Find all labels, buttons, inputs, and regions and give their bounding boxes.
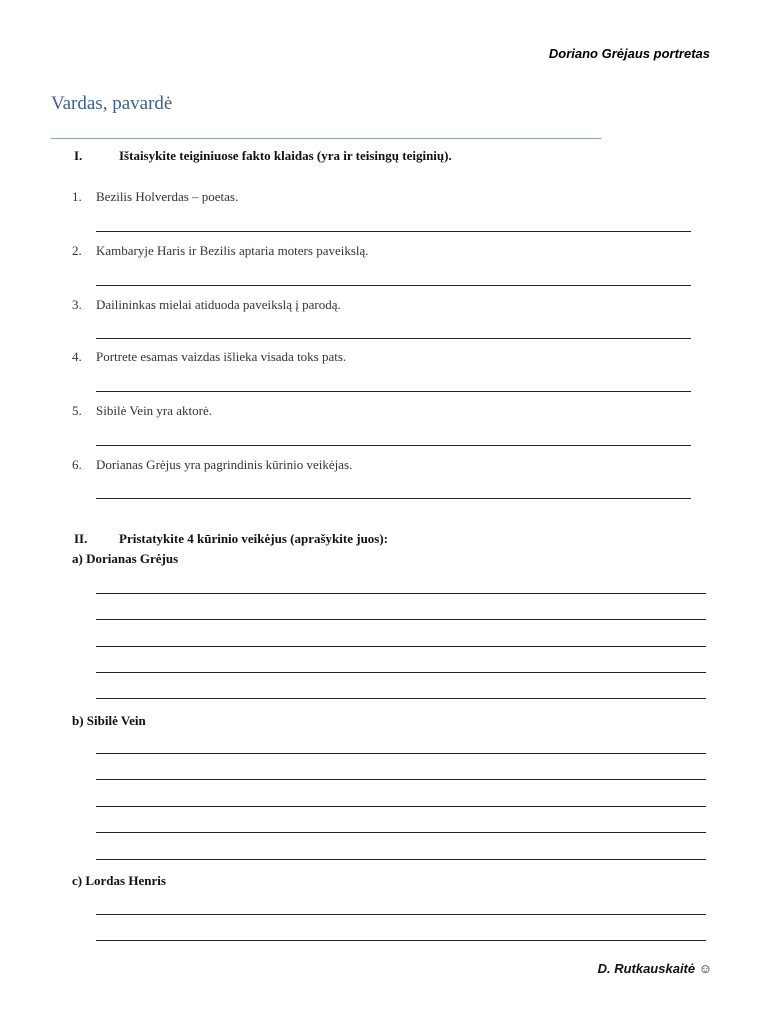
question-2-text: Kambaryje Haris ir Bezilis aptaria moters paveikslą. [96,243,369,258]
character-a-line-2[interactable] [96,619,706,620]
question-5-answer-line[interactable] [96,445,691,446]
question-1-text: Bezilis Holverdas – poetas. [96,189,239,204]
character-a-line-4[interactable] [96,672,706,673]
character-b-label: b) Sibilė Vein [72,713,146,728]
section-1-numeral: I. [74,148,83,163]
character-b-line-3[interactable] [96,806,706,807]
character-c-label: c) Lordas Henris [72,873,166,888]
character-a-line-3[interactable] [96,646,706,647]
question-3-number: 3. [72,297,82,312]
question-1-number: 1. [72,189,82,204]
character-b-line-1[interactable] [96,753,706,754]
character-c-line-1[interactable] [96,914,706,915]
section-2-numeral: II. [74,531,88,546]
name-input-line[interactable] [51,138,601,139]
question-2-answer-line[interactable] [96,285,691,286]
character-b-line-5[interactable] [96,859,706,860]
section-1-title: Ištaisykite teiginiuose fakto klaidas (yra ir teisingų teiginių). [119,148,452,163]
character-a-line-1[interactable] [96,593,706,594]
document-header-title: Doriano Grėjaus portretas [548,46,710,61]
character-b-line-4[interactable] [96,832,706,833]
question-3-answer-line[interactable] [96,338,691,339]
question-5-number: 5. [72,403,82,418]
section-2-title: Pristatykite 4 kūrinio veikėjus (aprašykite juos): [119,531,389,546]
question-4-text: Portrete esamas vaizdas išlieka visada toks pats. [96,349,347,364]
question-6-answer-line[interactable] [96,498,691,499]
question-5-text: Sibilė Vein yra aktorė. [96,403,213,418]
question-6-text: Dorianas Grėjus yra pagrindinis kūrinio veikėjas. [96,457,353,472]
character-a-line-5[interactable] [96,698,706,699]
question-6-number: 6. [72,457,82,472]
question-4-number: 4. [72,349,82,364]
question-3-text: Dailininkas mielai atiduoda paveikslą į parodą. [96,297,341,312]
character-b-line-2[interactable] [96,779,706,780]
question-2-number: 2. [72,243,82,258]
character-a-label: a) Dorianas Grėjus [72,551,179,566]
document-footer-author: D. Rutkauskaitė ☺ [597,961,712,976]
name-field-label: Vardas, pavardė [51,93,173,114]
question-1-answer-line[interactable] [96,231,691,232]
question-4-answer-line[interactable] [96,391,691,392]
character-c-line-2[interactable] [96,940,706,941]
